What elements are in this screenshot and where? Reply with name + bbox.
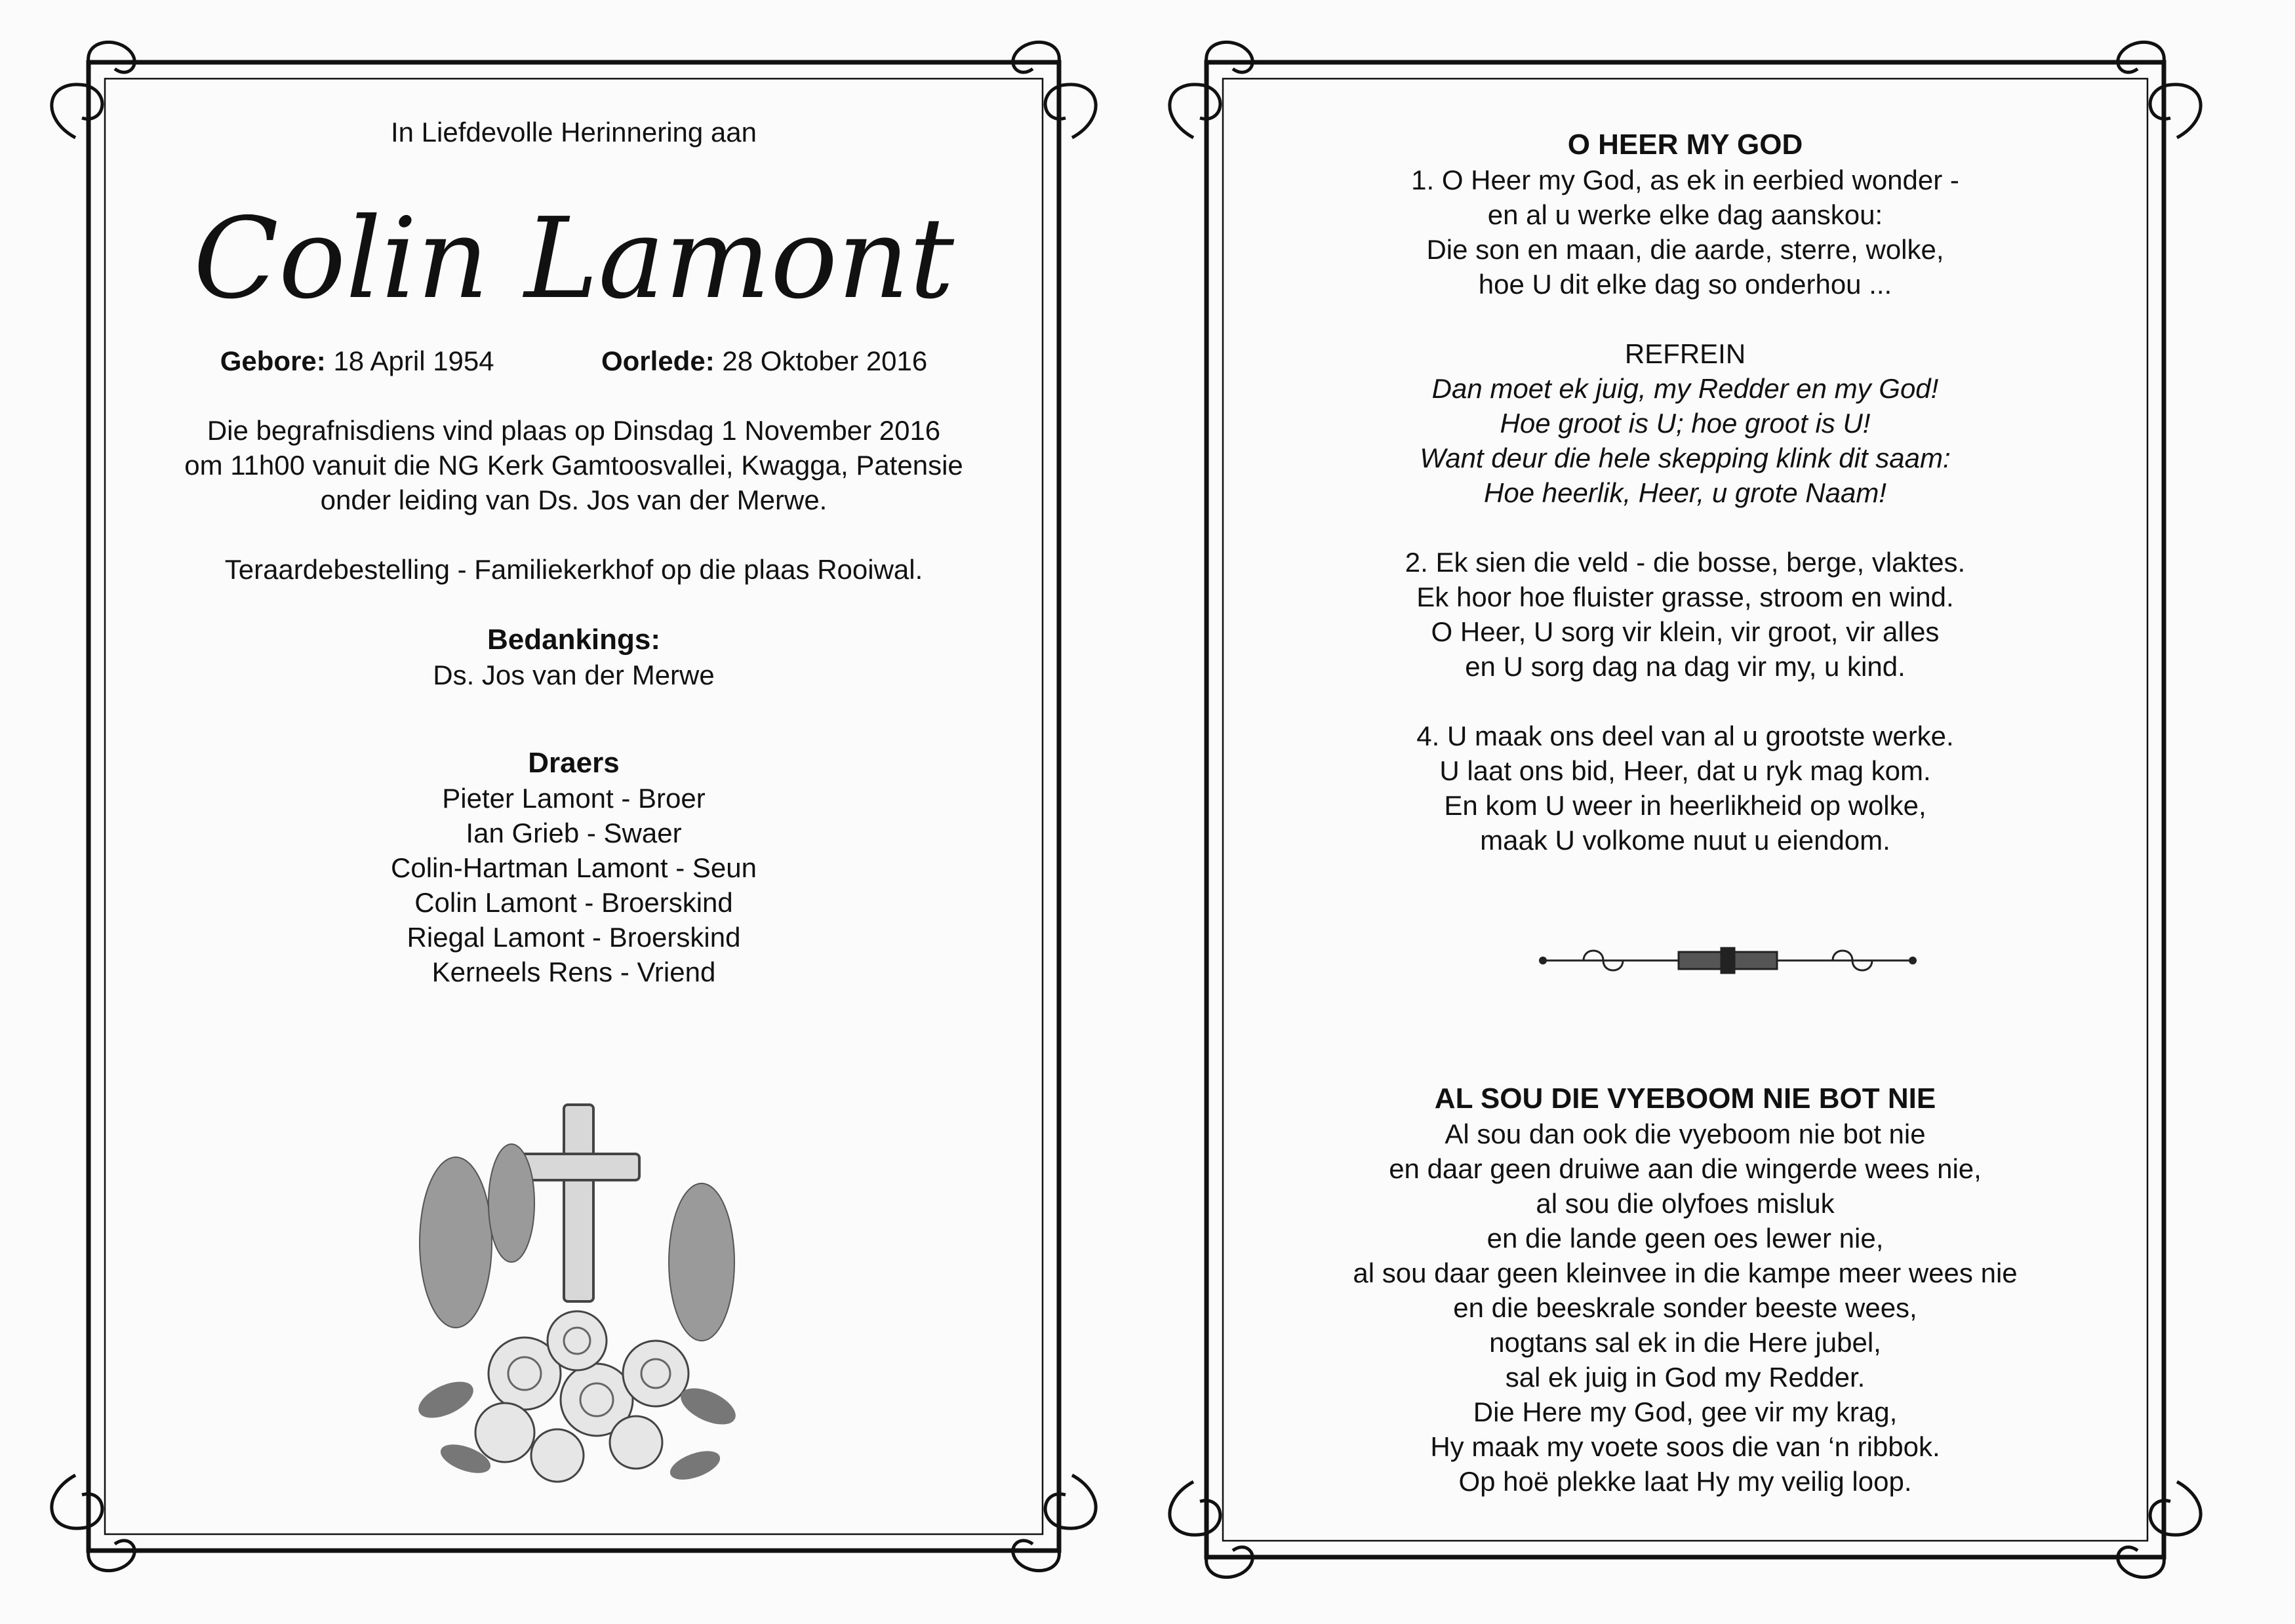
verse-line: U laat ons bid, Heer, dat u ryk mag kom. <box>1439 755 1931 786</box>
bearer-item: Colin Lamont - Broerskind <box>414 887 733 918</box>
hymn2-line: Die Here my God, gee vir my krag, <box>1473 1396 1898 1427</box>
verse-line: 1. O Heer my God, as ek in eerbied wonder - <box>1411 165 1959 195</box>
born-date: 18 April 1954 <box>333 346 494 376</box>
memorial-content <box>131 115 1016 989</box>
refrain-line: Want deur die hele skepping klink dit saam: <box>1420 443 1951 473</box>
deceased-name <box>131 149 1016 340</box>
thanks-name: Ds. Jos van der Merwe <box>433 660 715 690</box>
verse-line: 2. Ek sien die veld - die bosse, berge, vlaktes. <box>1405 547 1966 578</box>
refrain-line: Hoe heerlik, Heer, u grote Naam! <box>1484 477 1886 508</box>
bearer-item: Ian Grieb - Swaer <box>466 818 682 848</box>
hymn2-line: Al sou dan ook die vyeboom nie bot nie <box>1445 1119 1926 1149</box>
verse-line: hoe U dit elke dag so onderhou ... <box>1478 269 1892 300</box>
verse-line: Die son en maan, die aarde, sterre, wolke, <box>1426 234 1944 265</box>
died-label: Oorlede: <box>601 346 715 376</box>
verse-line: Ek hoor hoe fluister grasse, stroom en wind. <box>1416 582 1954 612</box>
verse-line: maak U volkome nuut u eiendom. <box>1480 825 1890 856</box>
verse-line: en U sorg dag na dag vir my, u kind. <box>1465 651 1906 682</box>
dates-row <box>131 344 1016 378</box>
died-date: 28 Oktober 2016 <box>722 346 928 376</box>
hymn2-line: Hy maak my voete soos die van ‘n ribbok. <box>1430 1431 1940 1462</box>
cross-floral-arrangement-icon <box>393 1092 761 1498</box>
right-page <box>1148 0 2295 1624</box>
bearers-heading: Draers <box>528 747 620 779</box>
refrain-line: Hoe groot is U; hoe groot is U! <box>1500 408 1871 439</box>
service-line: om 11h00 vanuit die NG Kerk Gamtoosvallei, Kwagga, Patensie <box>184 450 963 481</box>
intro-line: In Liefdevolle Herinnering aan <box>390 117 757 148</box>
bearer-item: Kerneels Rens - Vriend <box>431 957 716 987</box>
scroll-divider-icon <box>1538 944 1918 977</box>
born-label: Gebore: <box>220 346 326 376</box>
hymn2-line: Op hoë plekke laat Hy my veilig loop. <box>1458 1466 1912 1497</box>
svg-text:Colin Lamont: Colin Lamont <box>193 194 955 324</box>
hymn2-line: al sou die olyfoes misluk <box>1536 1188 1835 1219</box>
verse-line: En kom U weer in heerlikheid op wolke, <box>1444 790 1926 821</box>
verse-line: 4. U maak ons deel van al u grootste werke. <box>1416 721 1954 751</box>
bearer-item: Colin-Hartman Lamont - Seun <box>391 852 757 883</box>
hymn2-line: al sou daar geen kleinvee in die kampe meer wees nie <box>1353 1258 2018 1288</box>
service-line: onder leiding van Ds. Jos van der Merwe. <box>320 485 828 515</box>
hymn2-line: nogtans sal ek in die Here jubel, <box>1489 1327 1881 1358</box>
hymn2-title: AL SOU DIE VYEBOOM NIE BOT NIE <box>1434 1082 1936 1115</box>
bearer-item: Riegal Lamont - Broerskind <box>407 922 741 953</box>
hymn1-title: O HEER MY GOD <box>1567 129 1803 161</box>
name-script-icon <box>131 149 1016 340</box>
hymn2-line: en die beeskrale sonder beeste wees, <box>1453 1292 1917 1323</box>
hymn2-line: sal ek juig in God my Redder. <box>1505 1362 1866 1393</box>
hymns-content <box>1246 127 2125 1499</box>
hymn2-line: en daar geen druiwe aan die wingerde wees nie, <box>1389 1153 1982 1184</box>
verse-line: en al u werke elke dag aanskou: <box>1487 199 1883 230</box>
refrain-line: Dan moet ek juig, my Redder en my God! <box>1431 373 1939 404</box>
bearer-item: Pieter Lamont - Broer <box>442 783 706 814</box>
refrain-label: REFREIN <box>1624 338 1746 369</box>
service-line: Die begrafnisdiens vind plaas op Dinsdag 1 November 2016 <box>207 415 941 446</box>
burial-line: Teraardebestelling - Familiekerkhof op die plaas Rooiwal. <box>224 554 923 585</box>
thanks-heading: Bedankings: <box>487 624 661 656</box>
hymn2-line: en die lande geen oes lewer nie, <box>1487 1223 1884 1254</box>
verse-line: O Heer, U sorg vir klein, vir groot, vir alles <box>1431 616 1940 647</box>
